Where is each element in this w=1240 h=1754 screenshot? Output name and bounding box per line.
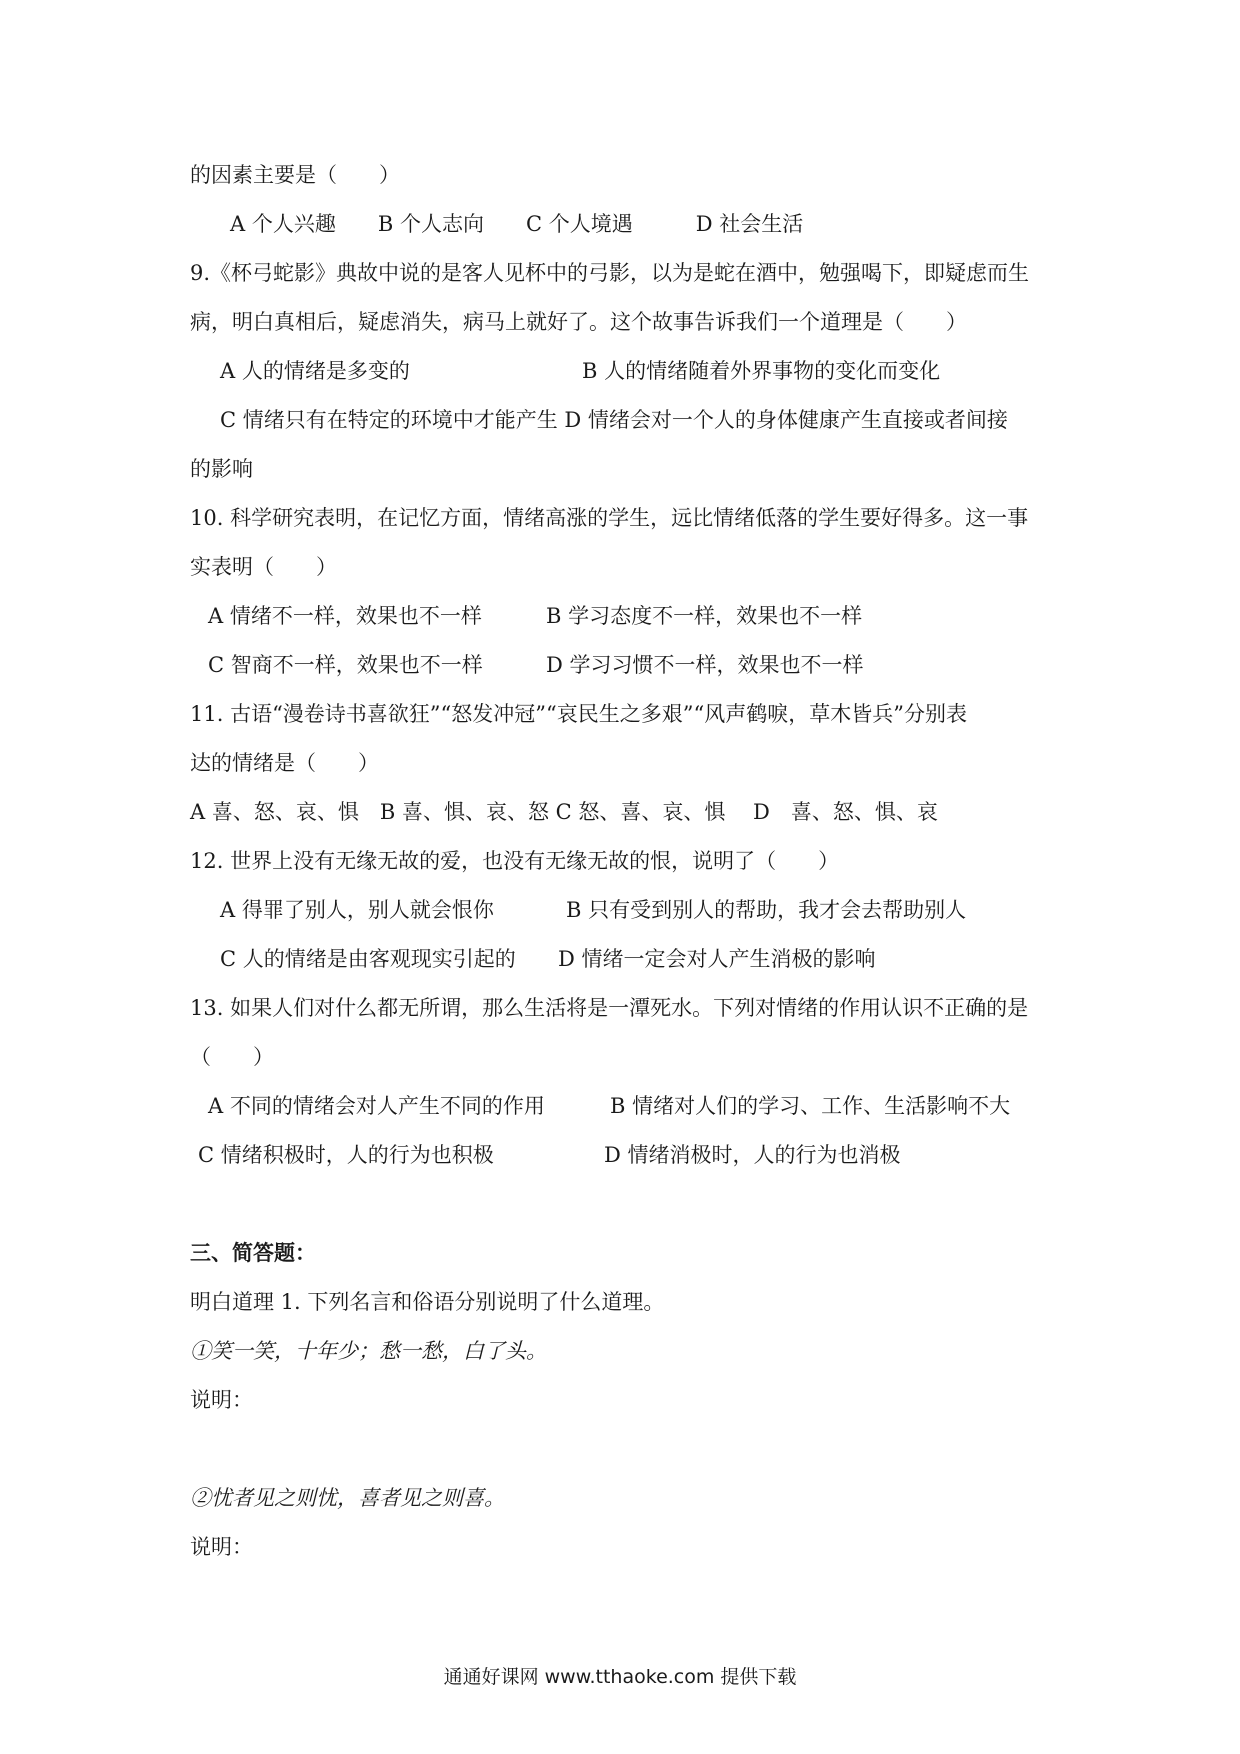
q8-tail: 的因素主要是（ ）: [190, 163, 400, 187]
q12-option-b: B 只有受到别人的帮助，我才会去帮助别人: [566, 898, 967, 922]
answer-label-2: 说明：: [190, 1535, 253, 1559]
q10-line1: 10. 科学研究表明，在记忆方面，情绪高涨的学生，远比情绪低落的学生要好得多。这一事: [190, 506, 1029, 530]
q10-option-a: A 情绪不一样，效果也不一样: [208, 604, 482, 628]
page-footer: 通通好课网 www.tthaoke.com 提供下载: [443, 1666, 797, 1688]
answer-label-1: 说明：: [190, 1388, 253, 1412]
q13-option-b: B 情绪对人们的学习、工作、生活影响不大: [610, 1094, 1011, 1118]
q13-option-c: C 情绪积极时，人的行为也积极: [198, 1143, 494, 1167]
q9-line1: 9.《杯弓蛇影》典故中说的是客人见杯中的弓影，以为是蛇在酒中，勉强喝下，即疑虑而生: [190, 261, 1030, 285]
q10-option-c: C 智商不一样，效果也不一样: [208, 653, 483, 677]
q9-option-cd-tail: 的影响: [190, 457, 253, 481]
q9-option-cd: C 情绪只有在特定的环境中才能产生 D 情绪会对一个人的身体健康产生直接或者间接: [220, 408, 1008, 432]
q11-options: A 喜、怒、哀、惧 B 喜、惧、哀、怒 C 怒、喜、哀、惧 D 喜、怒、惧、哀: [190, 800, 938, 824]
section-heading: 三、简答题：: [190, 1240, 316, 1265]
q12-line1: 12. 世界上没有无缘无故的爱，也没有无缘无故的恨，说明了（ ）: [190, 849, 840, 873]
q10-option-d: D 学习习惯不一样，效果也不一样: [546, 653, 864, 677]
q13-option-a: A 不同的情绪会对人产生不同的作用: [208, 1094, 545, 1118]
q12-option-c: C 人的情绪是由客观现实引起的: [220, 947, 516, 971]
proverb-2: ②忧者见之则忧，喜者见之则喜。: [190, 1486, 505, 1510]
q12-option-d: D 情绪一定会对人产生消极的影响: [558, 947, 876, 971]
q13-option-d: D 情绪消极时，人的行为也消极: [604, 1143, 901, 1167]
q11-line2: 达的情绪是（ ）: [190, 751, 379, 775]
q9-option-b: B 人的情绪随着外界事物的变化而变化: [582, 359, 941, 383]
q12-option-a: A 得罪了别人，别人就会恨你: [220, 898, 494, 922]
q13-line2: （ ）: [190, 1045, 274, 1069]
q9-option-a: A 人的情绪是多变的: [220, 359, 410, 383]
q13-line1: 13. 如果人们对什么都无所谓，那么生活将是一潭死水。下列对情绪的作用认识不正确的是: [190, 996, 1029, 1020]
section-intro: 明白道理 1. 下列名言和俗语分别说明了什么道理。: [190, 1290, 665, 1314]
q8-options: A 个人兴趣 B 个人志向 C 个人境遇 D 社会生活: [230, 212, 804, 236]
q10-option-b: B 学习态度不一样，效果也不一样: [546, 604, 863, 628]
q9-line2: 病，明白真相后，疑虑消失，病马上就好了。这个故事告诉我们一个道理是（ ）: [190, 310, 967, 334]
proverb-1: ①笑一笑，十年少；愁一愁，白了头。: [190, 1339, 547, 1363]
q11-line1: 11. 古语“漫卷诗书喜欲狂”“怒发冲冠”“哀民生之多艰”“风声鹤唳，草木皆兵”分别表: [190, 702, 967, 726]
q10-line2: 实表明（ ）: [190, 555, 337, 579]
